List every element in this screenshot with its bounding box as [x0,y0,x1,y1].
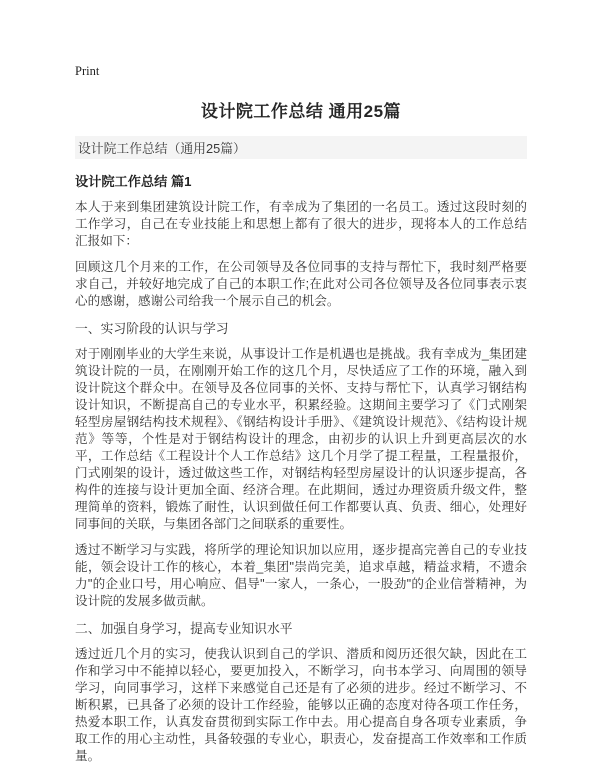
section-1-paragraph-1: 对于刚刚毕业的大学生来说，从事设计工作是机遇也是挑战。我有幸成为_集团建筑设计院的一员，在刚刚开始工作的这几个月，尽快适应了工作的环境，融入到设计院这个群众中。在领导及各位同事的关怀、支持与帮忙下，认真学习钢结构设计知识，不断提高自己的专业水平，积累经验。这期间主要学习了《门式刚架轻型房屋钢结构技术规程》、《钢结构设计手册》、《建筑设计规范》、《结构设计规范》等等，个性是对于钢结构设计的理念，由初步的认识上升到更高层次的水平，工作总结《工程设计个人工作总结》这几个月学了提工程量，工程量报价，门式刚架的设计，透过做这些工作，对钢结构轻型房屋设计的认识逐步提高，各构件的连接与设计更加全面、经济合理。在此期间，透过办理资质升级文件，整理简单的资料，锻炼了耐性，认识到做任何工作都要认真、负责、细心，处理好同事间的关联，与集团各部门之间联系的重要性。 [75,347,527,531]
section-1-paragraph-2: 透过不断学习与实践，将所学的理论知识加以应用，逐步提高完善自己的专业技能，领会设计工作的核心，本着_集团"崇尚完美，追求卓越，精益求精，不遗余力"的企业口号，用心响应、倡导"一家人，一条心，一股劲"的企业信誉精神，为设计院的发展多做贡献。 [75,543,527,608]
page-title: 设计院工作总结 通用25篇 [200,102,402,121]
section-1-heading: 一、实习阶段的认识与学习 [75,321,229,336]
section-2-heading: 二、加强自身学习，提高专业知识水平 [75,621,293,636]
review-paragraph: 回顾这几个月来的工作，在公司领导及各位同事的支持与帮忙下，我时刻严格要求自己，并较好地完成了自己的本职工作;在此对公司各位领导及各位同事表示衷心的感谢，感谢公司给我一个展示自己的机会。 [75,260,527,308]
section-2-paragraph-1: 透过近几个月的实习，使我认识到自己的学识、潜质和阅历还很欠缺，因此在工作和学习中不能掉以轻心，要更加投入，不断学习，向书本学习、向周围的领导学习，向同事学习，这样下来感觉自己还是有了必须的进步。经过不断学习、不断积累，已具备了必须的设计工作经验，能够以正确的态度对待各项工作任务，热爱本职工作，认真发奋贯彻到实际工作中去。用心提高自身各项专业素质，争取工作的用心主动性，具备较强的专业心，职责心，发奋提高工作效率和工作质量。 [75,647,527,763]
print-link[interactable]: Print [75,64,100,78]
intro-paragraph: 本人于来到集团建筑设计院工作，有幸成为了集团的一名员工。透过这段时刻的工作学习，自己在专业技能上和思想上都有了很大的进步，现将本人的工作总结汇报如下： [75,200,527,248]
document-meta-bar: 设计院工作总结（通用25篇） [75,136,527,159]
chapter-heading: 设计院工作总结 篇1 [75,174,192,189]
